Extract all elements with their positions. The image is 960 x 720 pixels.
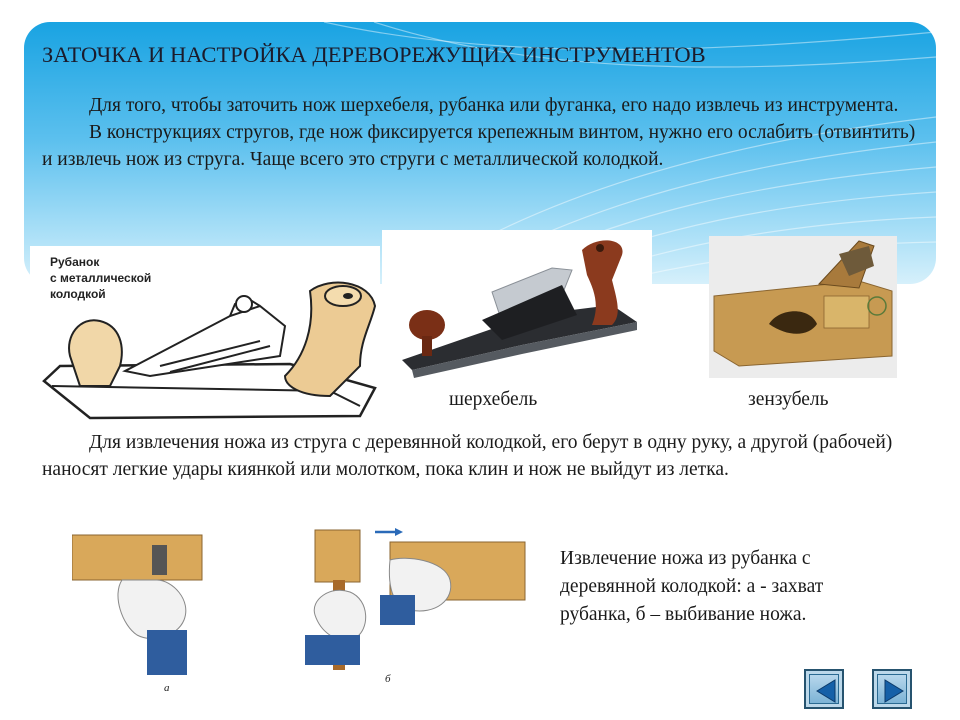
illustration-knock [295,520,530,690]
paragraph-1: Для того, чтобы заточить нож шерхебеля, рубанка или фуганка, его надо извлечь из инструмента. [89,95,899,116]
zenzubel-photo [709,236,897,378]
triangle-left-icon [810,675,842,707]
grip-image [72,525,212,695]
mark-a: а [164,682,170,694]
metal-plane-drawing [30,246,380,432]
sherhebel-photo [382,230,652,388]
extraction-caption: Извлечение ножа из рубанка с деревянной колодкой: а - захват рубанка, б – выбивание ножа. [560,548,824,625]
prev-slide-button[interactable] [804,669,844,709]
paragraph-3: Для извлечения ножа из струга с деревянной колодкой, его берут в одну руку, а другой (рабочей) наносят легкие удары киянкой или молотком, пока клин и нож не выйдут из летка. [42,432,893,480]
next-slide-button[interactable] [872,669,912,709]
zenzubel-image [709,236,897,378]
caption-zenzubel: зензубель [748,389,829,410]
knock-image [295,520,530,690]
page-title: ЗАТОЧКА И НАСТРОЙКА ДЕРЕВОРЕЖУЩИХ ИНСТРУМЕНТОВ [42,42,706,67]
mark-b: б [385,673,391,685]
plane-sketch [30,246,380,432]
intro-paragraph [42,92,922,173]
sherhebel-image [382,230,652,388]
caption-sherhebel: шерхебель [449,389,538,410]
drawing-label-3: колодкой [50,287,106,301]
paragraph-2: В конструкциях стругов, где нож фиксируется крепежным винтом, нужно его ослабить (отвинтить) и извлечь нож из струга. Чаще всего это струги с металлической колодкой. [42,122,916,170]
drawing-label-2: с металлической [50,271,152,285]
triangle-right-icon [878,675,910,707]
drawing-label-1: Рубанок [50,255,100,269]
extraction-paragraph [42,429,922,483]
illustration-grip [72,525,212,695]
